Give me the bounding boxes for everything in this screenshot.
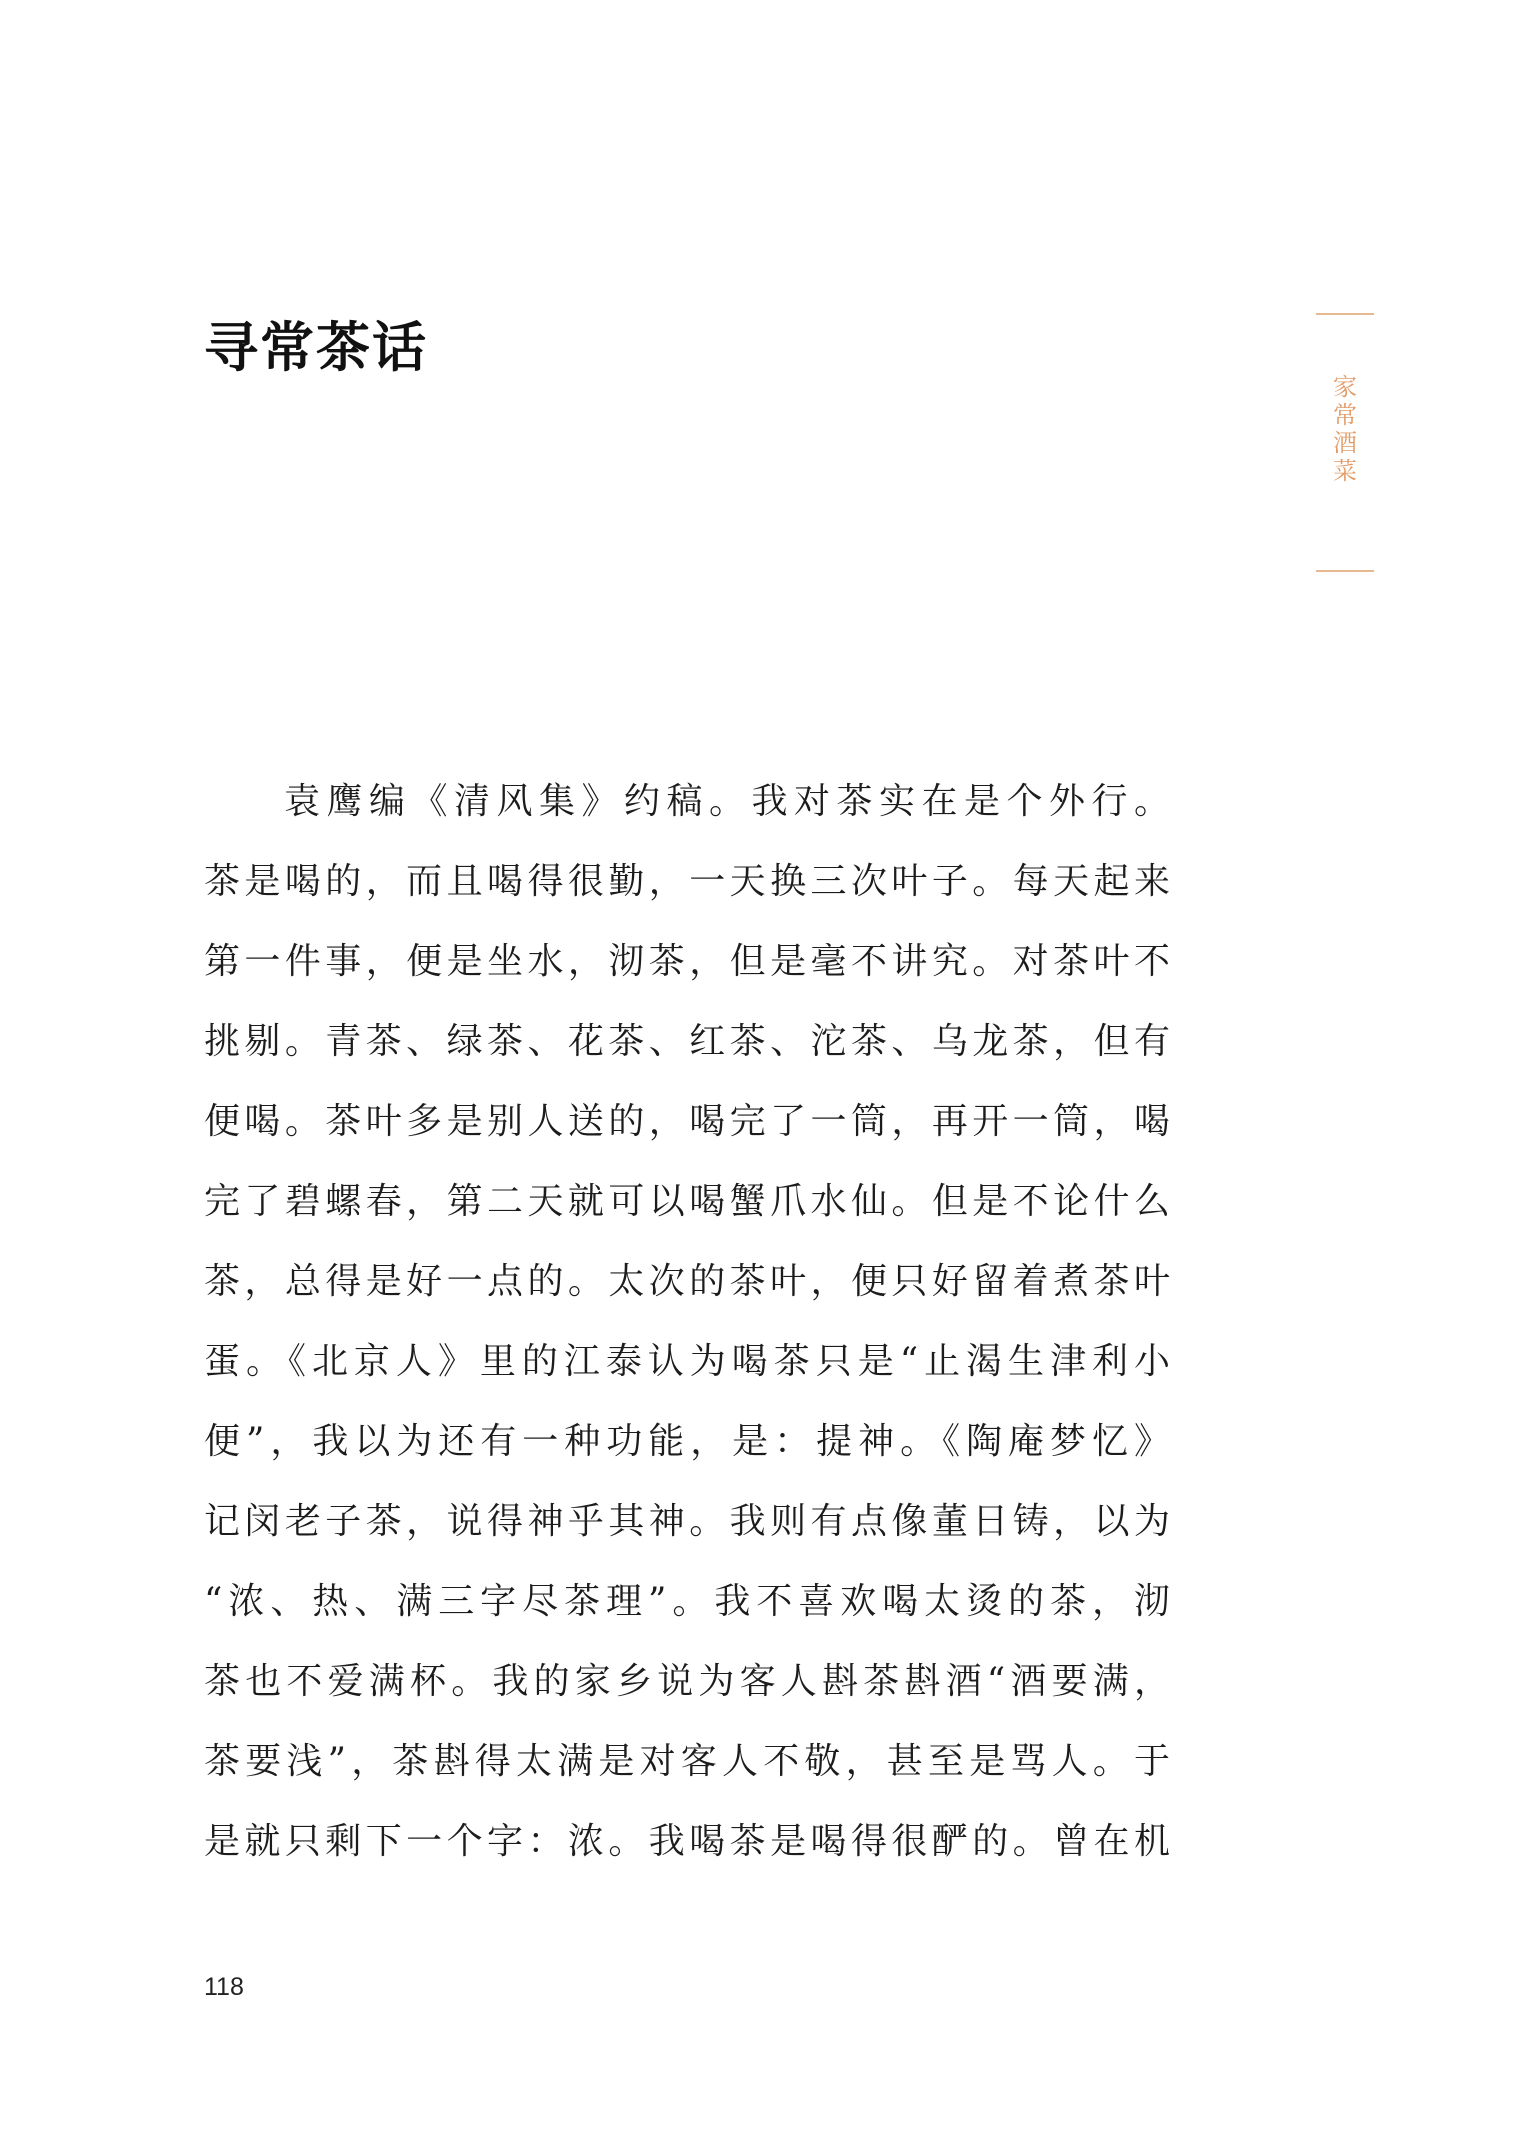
side-label-char: 菜	[1333, 457, 1357, 485]
body-line: 完了碧螺春，第二天就可以喝蟹爪水仙。但是不论什么	[204, 1181, 1170, 1222]
body-line: 茶也不爱满杯。我的家乡说为客人斟茶斟酒“酒要满，	[204, 1661, 1170, 1702]
side-label-char: 家	[1333, 373, 1357, 401]
body-line: 茶，总得是好一点的。太次的茶叶，便只好留着煮茶叶	[204, 1261, 1170, 1302]
body-line: 挑剔。青茶、绿茶、花茶、红茶、沱茶、乌龙茶，但有	[204, 1021, 1170, 1062]
page-number: 118	[204, 1973, 244, 2001]
body-text	[204, 774, 1170, 1904]
side-label-char: 酒	[1333, 429, 1357, 457]
body-line: 袁鹰编《清风集》约稿。我对茶实在是个外行。	[284, 781, 1170, 822]
body-line: 蛋。《北京人》里的江泰认为喝茶只是“止渴生津利小	[204, 1341, 1170, 1382]
chapter-title: 寻常茶话	[204, 315, 428, 379]
body-line: 是就只剩下一个字：浓。我喝茶是喝得很酽的。曾在机	[204, 1821, 1170, 1862]
body-line: 茶是喝的，而且喝得很勤，一天换三次叶子。每天起来	[204, 861, 1170, 902]
body-line: “浓、热、满三字尽茶理”。我不喜欢喝太烫的茶，沏	[204, 1581, 1170, 1622]
section-side-label	[1331, 373, 1359, 485]
side-label-char: 常	[1333, 401, 1357, 429]
body-line: 第一件事，便是坐水，沏茶，但是毫不讲究。对茶叶不	[204, 941, 1170, 982]
body-line: 便”，我以为还有一种功能，是：提神。《陶庵梦忆》	[204, 1421, 1170, 1462]
side-rule-top	[1316, 313, 1374, 315]
side-rule-bottom	[1316, 570, 1374, 572]
body-line: 记闵老子茶，说得神乎其神。我则有点像董日铸，以为	[204, 1501, 1170, 1542]
body-line: 茶要浅”，茶斟得太满是对客人不敬，甚至是骂人。于	[204, 1741, 1170, 1782]
body-line: 便喝。茶叶多是别人送的，喝完了一筒，再开一筒，喝	[204, 1101, 1170, 1142]
